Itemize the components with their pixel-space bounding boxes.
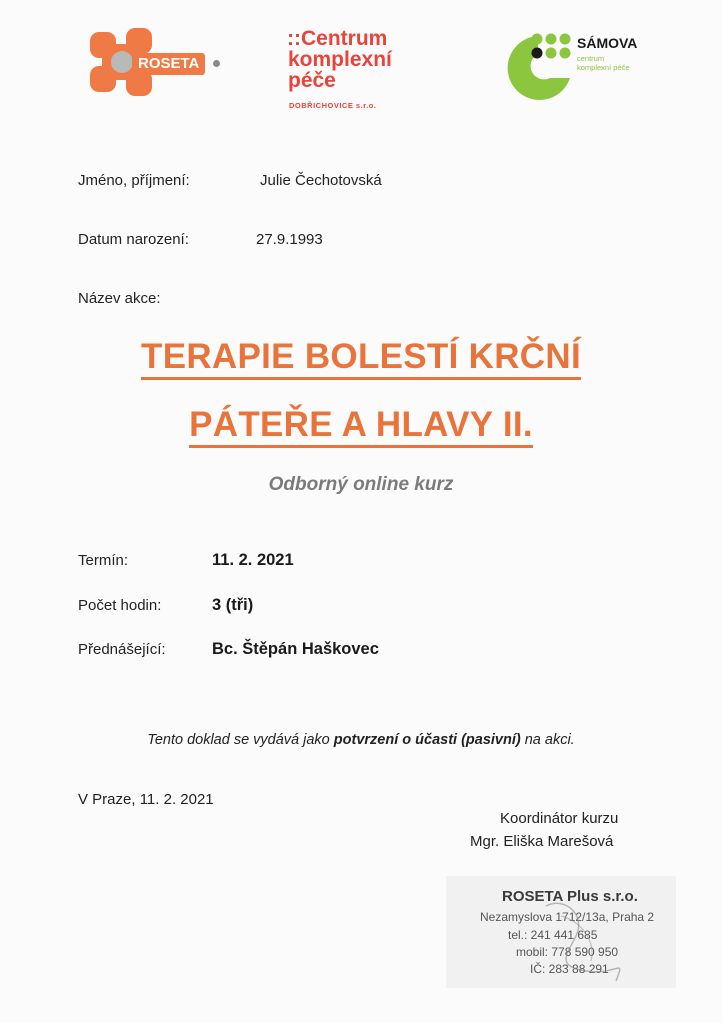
roseta-logo xyxy=(88,26,238,102)
note-after: na akci. xyxy=(520,732,575,748)
course-title-line2-text: PÁTEŘE A HLAVY II. xyxy=(189,405,533,448)
place-date: V Praze, 11. 2. 2021 xyxy=(78,791,214,808)
samova-logo-mark xyxy=(500,30,580,104)
stamp-tel: tel.: 241 441 685 xyxy=(508,928,598,942)
name-value: Julie Čechotovská xyxy=(260,172,382,189)
centrum-logo-line3: péče xyxy=(288,69,336,92)
stamp-ic: IČ: 283 88 291 xyxy=(530,962,609,976)
coordinator-role: Koordinátor kurzu xyxy=(500,810,619,827)
dob-label: Datum narození: xyxy=(78,231,189,248)
course-title-line1 xyxy=(0,337,722,377)
coordinator-name: Mgr. Eliška Marešová xyxy=(470,833,614,850)
samova-logo-name: SÁMOVA xyxy=(577,35,638,51)
samova-logo xyxy=(500,30,670,104)
lecturer-value: Bc. Štěpán Haškovec xyxy=(212,640,379,658)
course-subtitle: Odborný online kurz xyxy=(268,474,454,495)
lecturer-label: Přednášející: xyxy=(78,641,166,658)
note-emphasis: potvrzení o účasti (pasivní) xyxy=(333,732,521,748)
course-title-line2 xyxy=(0,405,722,445)
company-stamp xyxy=(446,876,676,988)
stamp-mobil: mobil: 778 590 950 xyxy=(516,945,619,959)
roseta-logo-dot xyxy=(213,60,220,67)
centrum-logo-subline: DOBŘICHOVICE s.r.o. xyxy=(289,101,377,110)
centrum-logo-line2: komplexní xyxy=(288,48,392,71)
event-label: Název akce: xyxy=(78,290,161,307)
note-before: Tento doklad se vydává jako xyxy=(147,732,334,748)
hours-label: Počet hodin: xyxy=(78,597,162,614)
samova-logo-tag1: centrum xyxy=(577,54,605,63)
date-value: 11. 2. 2021 xyxy=(212,551,294,569)
roseta-logo-text: ROSETA xyxy=(138,55,200,72)
samova-logo-tag2: komplexní péče xyxy=(577,63,630,72)
centrum-logo xyxy=(287,28,417,118)
stamp-company: ROSETA Plus s.r.o. xyxy=(502,888,638,905)
hours-value: 3 (tři) xyxy=(212,596,254,614)
date-label: Termín: xyxy=(78,552,129,569)
centrum-logo-line1: ::Centrum xyxy=(287,27,388,50)
signature-scribble xyxy=(526,886,646,986)
stamp-address: Nezamyslova 1712/13a, Praha 2 xyxy=(480,910,655,924)
course-title-line1-text: TERAPIE BOLESTÍ KRČNÍ xyxy=(141,337,581,380)
dob-value: 27.9.1993 xyxy=(256,231,323,248)
participation-note xyxy=(0,732,722,748)
name-label: Jméno, příjmení: xyxy=(78,172,190,189)
